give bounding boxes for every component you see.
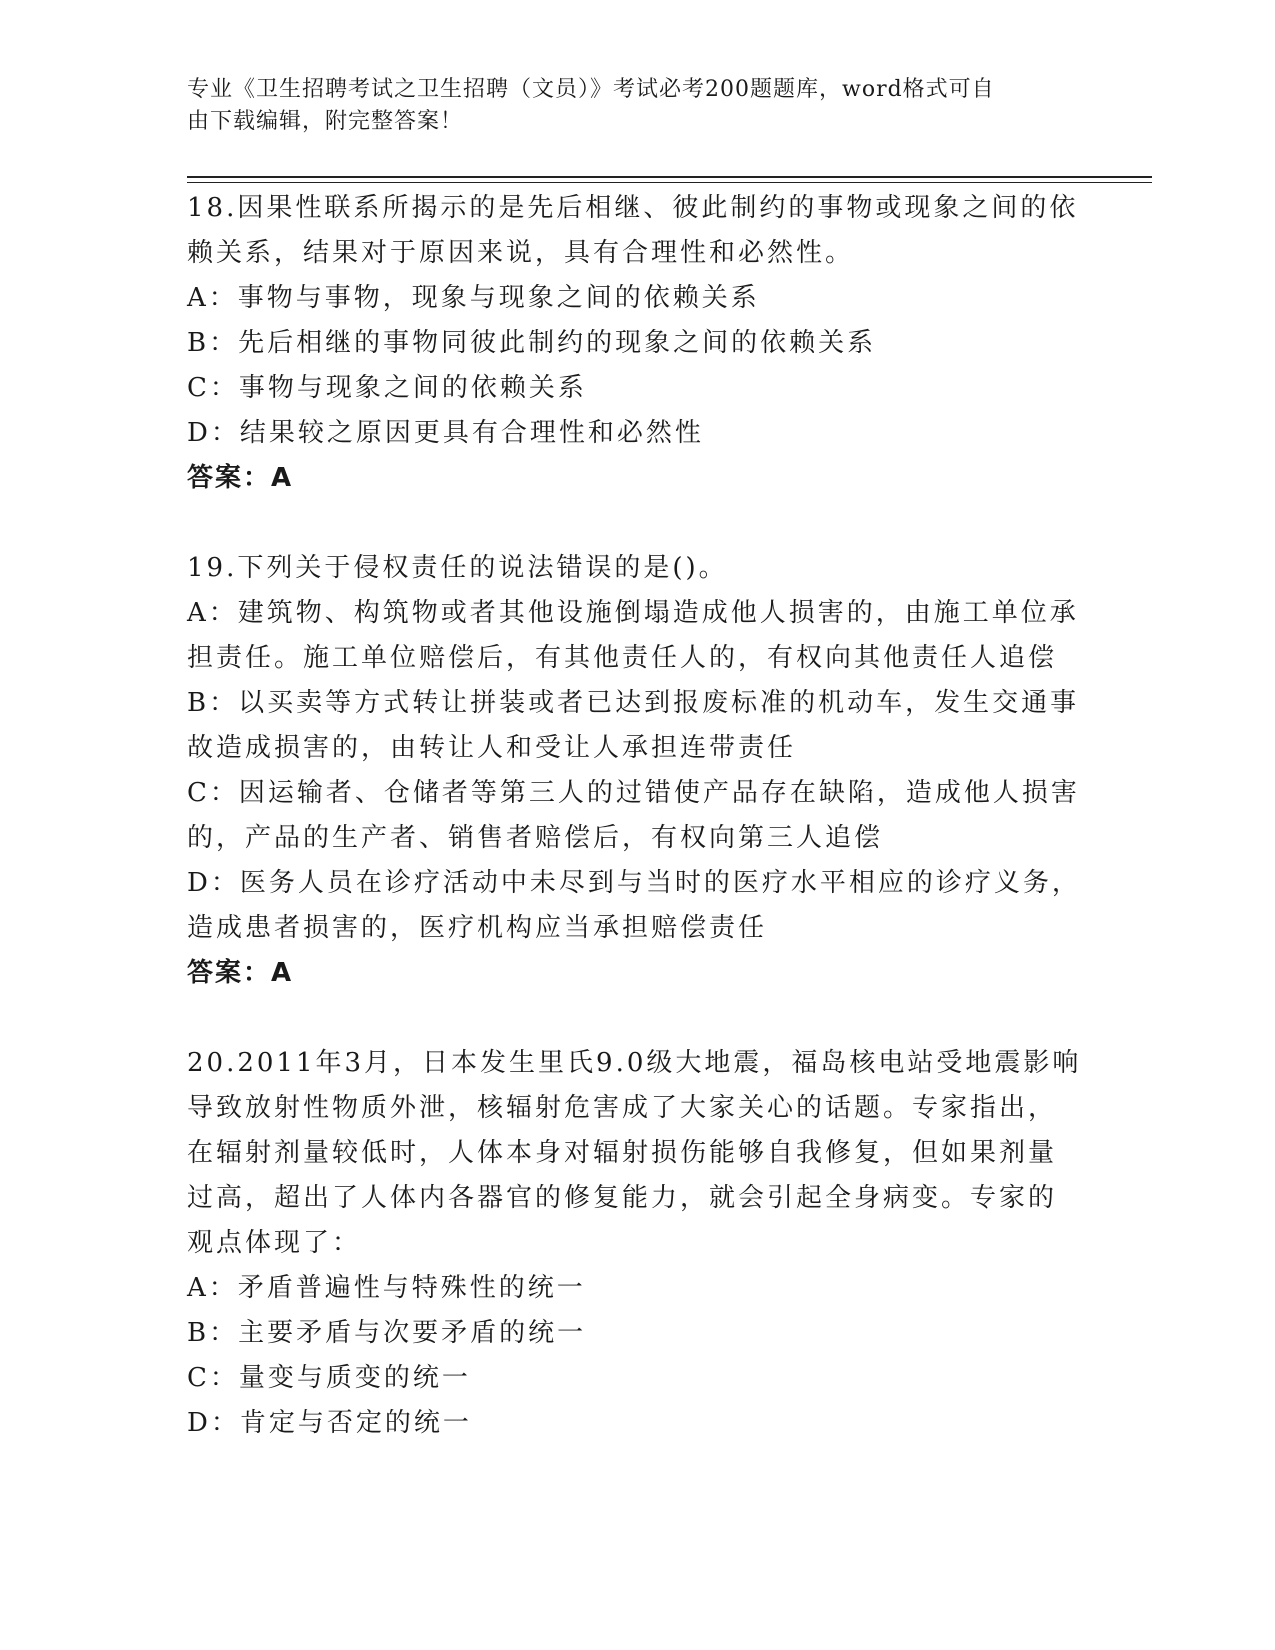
question-stem: 在辐射剂量较低时，人体本身对辐射损伤能够自我修复，但如果剂量 xyxy=(187,1138,1058,1168)
option-d: D：肯定与否定的统一 xyxy=(187,1408,472,1438)
document-header xyxy=(187,74,1067,138)
option-d: D：结果较之原因更具有合理性和必然性 xyxy=(187,418,704,448)
question-20 xyxy=(187,1041,1087,1446)
header-divider xyxy=(187,176,1152,178)
question-list xyxy=(187,186,1087,1446)
option-a: A：矛盾普遍性与特殊性的统一 xyxy=(187,1273,586,1303)
option-b: B：以买卖等方式转让拼装或者已达到报废标准的机动车，发生交通事 xyxy=(187,688,1080,718)
question-stem: 观点体现了： xyxy=(187,1228,362,1258)
option-b: B：先后相继的事物同彼此制约的现象之间的依赖关系 xyxy=(187,328,877,358)
option-a: 担责任。施工单位赔偿后，有其他责任人的，有权向其他责任人追偿 xyxy=(187,643,1058,673)
question-18 xyxy=(187,186,1087,501)
question-stem: 过高，超出了人体内各器官的修复能力，就会引起全身病变。专家的 xyxy=(187,1183,1058,1213)
question-stem: 18.因果性联系所揭示的是先后相继、彼此制约的事物或现象之间的依 xyxy=(187,193,1079,223)
question-spacer xyxy=(187,996,1087,1041)
option-b: B：主要矛盾与次要矛盾的统一 xyxy=(187,1318,587,1348)
question-stem: 赖关系，结果对于原因来说，具有合理性和必然性。 xyxy=(187,238,855,268)
header-line: 由下载编辑，附完整答案！ xyxy=(187,109,464,134)
option-a: A：事物与事物，现象与现象之间的依赖关系 xyxy=(187,283,760,313)
option-a: A：建筑物、构筑物或者其他设施倒塌造成他人损害的，由施工单位承 xyxy=(187,598,1079,628)
option-c: 的，产品的生产者、销售者赔偿后，有权向第三人追偿 xyxy=(187,823,884,853)
question-19 xyxy=(187,546,1087,996)
option-c: C：事物与现象之间的依赖关系 xyxy=(187,373,587,403)
question-spacer xyxy=(187,501,1087,546)
question-stem: 导致放射性物质外泄，核辐射危害成了大家关心的话题。专家指出， xyxy=(187,1093,1058,1123)
header-line: 专业《卫生招聘考试之卫生招聘（文员）》考试必考200题题库，word格式可自 xyxy=(187,77,995,102)
option-b: 故造成损害的，由转让人和受让人承担连带责任 xyxy=(187,733,797,763)
option-d: 造成患者损害的，医疗机构应当承担赔偿责任 xyxy=(187,913,768,943)
option-c: C：量变与质变的统一 xyxy=(187,1363,471,1393)
answer-label: 答案：A xyxy=(187,958,294,988)
header-divider-thin xyxy=(187,182,1152,183)
question-stem: 20.2011年3月，日本发生里氏9.0级大地震，福岛核电站受地震影响 xyxy=(187,1048,1082,1078)
answer-label: 答案：A xyxy=(187,463,294,493)
question-stem: 19.下列关于侵权责任的说法错误的是()。 xyxy=(187,553,728,583)
option-c: C：因运输者、仓储者等第三人的过错使产品存在缺陷，造成他人损害 xyxy=(187,778,1080,808)
option-d: D：医务人员在诊疗活动中未尽到与当时的医疗水平相应的诊疗义务， xyxy=(187,868,1081,898)
